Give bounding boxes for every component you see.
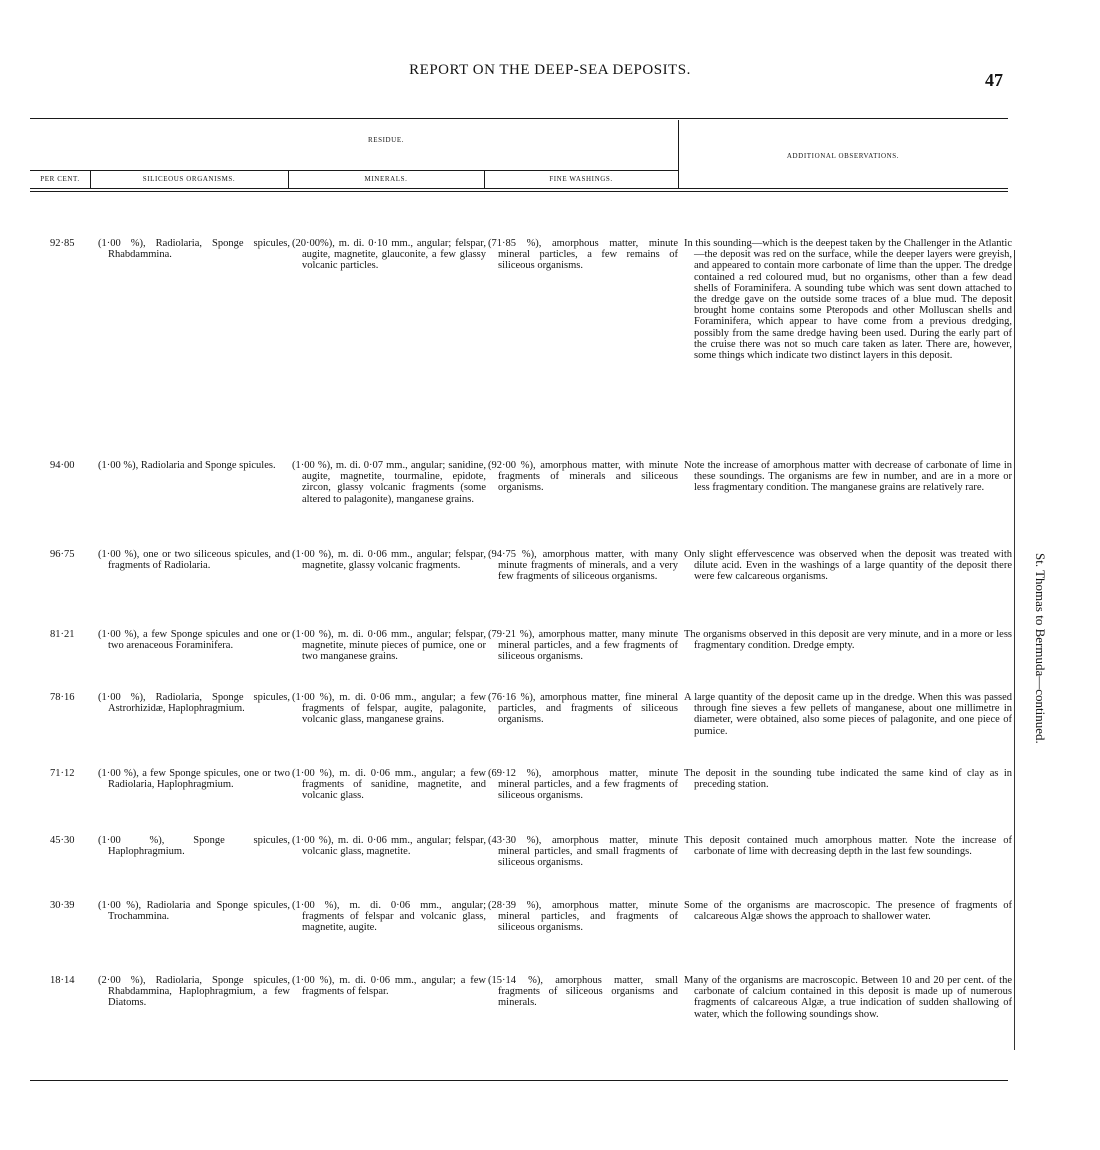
table-top-rule (30, 118, 1008, 119)
col-header-fine-washings: FINE WASHINGS. (549, 175, 613, 183)
minerals: (20·00%), m. di. 0·10 mm., angular; felspar, augite, magnetite, glauconite, a few glassy volcanic particles. (292, 238, 486, 272)
minerals: (1·00 %), m. di. 0·06 mm., angular; a few fragments of sanidine, magnetite, and volcanic glass. (292, 768, 486, 802)
header-bottom-rule (30, 188, 1008, 189)
siliceous-organisms: (2·00 %), Radiolaria, Sponge spicules, Rhabdammina, Haplophragmium, a few Diatoms. (98, 975, 290, 1009)
page-number: 47 (985, 70, 1003, 90)
additional-observations: Many of the organisms are macroscopic. Between 10 and 20 per cent. of the carbonate of calcium contained in this deposit is made up of numerous fragments of calcareous Algæ, a true indication of sudden shallowing of water, which the following soundings show. (684, 975, 1012, 1020)
col-header-per-cent: PER CENT. (40, 175, 80, 183)
per-cent-value: 45·30 (50, 835, 75, 846)
fine-washings: (69·12 %), amorphous matter, minute mineral particles, and a few fragments of siliceous organisms. (488, 768, 678, 802)
col-header-siliceous: SILICEOUS ORGANISMS. (142, 175, 236, 183)
residue-group-rule (30, 170, 678, 171)
minerals: (1·00 %), m. di. 0·06 mm., angular; a few fragments of felspar, augite, palagonite, volcanic glass, manganese grains. (292, 692, 486, 726)
minerals: (1·00 %), m. di. 0·06 mm., angular; fragments of felspar and volcanic glass, magnetite, augite. (292, 900, 486, 934)
siliceous-organisms: (1·00 %), Radiolaria, Sponge spicules, Astrorhizidæ, Haplophragmium. (98, 692, 290, 715)
siliceous-organisms: (1·00 %), Radiolaria and Sponge spicules. (98, 460, 276, 471)
siliceous-organisms: (1·00 %), a few Sponge spicules, one or two Radiolaria, Haplophragmium. (98, 768, 290, 791)
per-cent-value: 96·75 (50, 549, 75, 560)
additional-observations: Only slight effervescence was observed when the deposit was treated with dilute acid. Even in the washings of a large quantity of the deposit there were few calcareous organisms. (684, 549, 1012, 583)
header-double-rule (30, 191, 1008, 192)
per-cent-value: 30·39 (50, 900, 75, 911)
siliceous-organisms: (1·00 %), Radiolaria, Sponge spicules, Rhabdammina. (98, 238, 290, 261)
additional-observations: A large quantity of the deposit came up in the dredge. When this was passed through fine sieves a few pellets of manganese, about one millimetre in diameter, were obtained, also some pieces of palagonite, and one piece of pumice. (684, 692, 1012, 737)
siliceous-organisms: (1·00 %), Radiolaria and Sponge spicules, Trochammina. (98, 900, 290, 923)
minerals: (1·00 %), m. di. 0·06 mm., angular; felspar, magnetite, minute pieces of pumice, one or two manganese grains. (292, 629, 486, 663)
fine-washings: (15·14 %), amorphous matter, small fragments of siliceous organisms and minerals. (488, 975, 678, 1009)
fine-washings: (92·00 %), amorphous matter, with minute fragments of minerals and siliceous organisms. (488, 460, 678, 494)
section-brace (1004, 250, 1015, 1050)
fine-washings: (71·85 %), amorphous matter, minute mineral particles, a few remains of siliceous organisms. (488, 238, 678, 272)
per-cent-value: 94·00 (50, 460, 75, 471)
minerals: (1·00 %), m. di. 0·06 mm., angular; felspar, magnetite, glassy volcanic fragments. (292, 549, 486, 572)
fine-washings: (76·16 %), amorphous matter, fine mineral particles, and fragments of siliceous organisms. (488, 692, 678, 726)
table-bottom-rule (30, 1080, 1008, 1081)
minerals: (1·00 %), m. di. 0·06 mm., angular; felspar, volcanic glass, magnetite. (292, 835, 486, 858)
fine-washings: (79·21 %), amorphous matter, many minute mineral particles, and a few fragments of siliceous organisms. (488, 629, 678, 663)
fine-washings: (94·75 %), amorphous matter, with many minute fragments of minerals, and a very few fragments of siliceous organisms. (488, 549, 678, 583)
minerals: (1·00 %), m. di. 0·06 mm., angular; a few fragments of felspar. (292, 975, 486, 998)
additional-observations: The organisms observed in this deposit are very minute, and in a more or less fragmentary condition. Dredge empty. (684, 629, 1012, 652)
siliceous-organisms: (1·00 %), a few Sponge spicules and one or two arenaceous Foraminifera. (98, 629, 290, 652)
page-header-title: REPORT ON THE DEEP-SEA DEPOSITS. (409, 62, 691, 78)
fine-washings: (28·39 %), amorphous matter, minute mineral particles, and fragments of siliceous organisms. (488, 900, 678, 934)
residue-group-header: RESIDUE. (367, 136, 405, 144)
per-cent-value: 18·14 (50, 975, 75, 986)
additional-observations: Some of the organisms are macroscopic. The presence of fragments of calcareous Algæ shows the approach to shallower water. (684, 900, 1012, 923)
per-cent-value: 81·21 (50, 629, 75, 640)
additional-observations: This deposit contained much amorphous matter. Note the increase of carbonate of lime with decreasing depth in the last few soundings. (684, 835, 1012, 858)
per-cent-value: 71·12 (50, 768, 75, 779)
fine-washings: (43·30 %), amorphous matter, minute mineral particles, and small fragments of siliceous organisms. (488, 835, 678, 869)
per-cent-value: 78·16 (50, 692, 75, 703)
minerals: (1·00 %), m. di. 0·07 mm., angular; sanidine, augite, magnetite, tourmaline, epidote, zircon, glassy volcanic fragments (some altered to palagonite), manganese grains. (292, 460, 486, 505)
additional-observations: In this sounding—which is the deepest taken by the Challenger in the Atlantic—the deposit was red on the surface, while the deeper layers were greyish, and appeared to contain more carbonate of lime than the upper. The dredge contained a red coloured mud, but no organisms, other than a few dead shells of Foraminifera. A sounding tube which was sent down attached to the dredge gave on the outside some traces of a blue mud. The deposit brought home contains some Pteropods and other Molluscan shells and Foraminifera, which appear to have come from a previous dredging, possibly from the same dredge having been used. During the early part of the cruise there was not so much care taken as later. There are, however, some things which indicate two distinct layers in this deposit. (684, 238, 1012, 362)
siliceous-organisms: (1·00 %), one or two siliceous spicules, and fragments of Radiolaria. (98, 549, 290, 572)
col-header-minerals: MINERALS. (364, 175, 408, 183)
col-header-additional: ADDITIONAL OBSERVATIONS. (786, 152, 900, 160)
siliceous-organisms: (1·00 %), Sponge spicules, Haplophragmium. (98, 835, 290, 858)
side-note-section: St. Thomas to Bermuda—continued. (1033, 553, 1048, 744)
additional-observations: Note the increase of amorphous matter with decrease of carbonate of lime in these soundings. The organisms are few in number, and are in a more or less fragmentary condition. The manganese grains are relatively rare. (684, 460, 1012, 494)
per-cent-value: 92·85 (50, 238, 75, 249)
additional-observations: The deposit in the sounding tube indicated the same kind of clay as in preceding station. (684, 768, 1012, 791)
